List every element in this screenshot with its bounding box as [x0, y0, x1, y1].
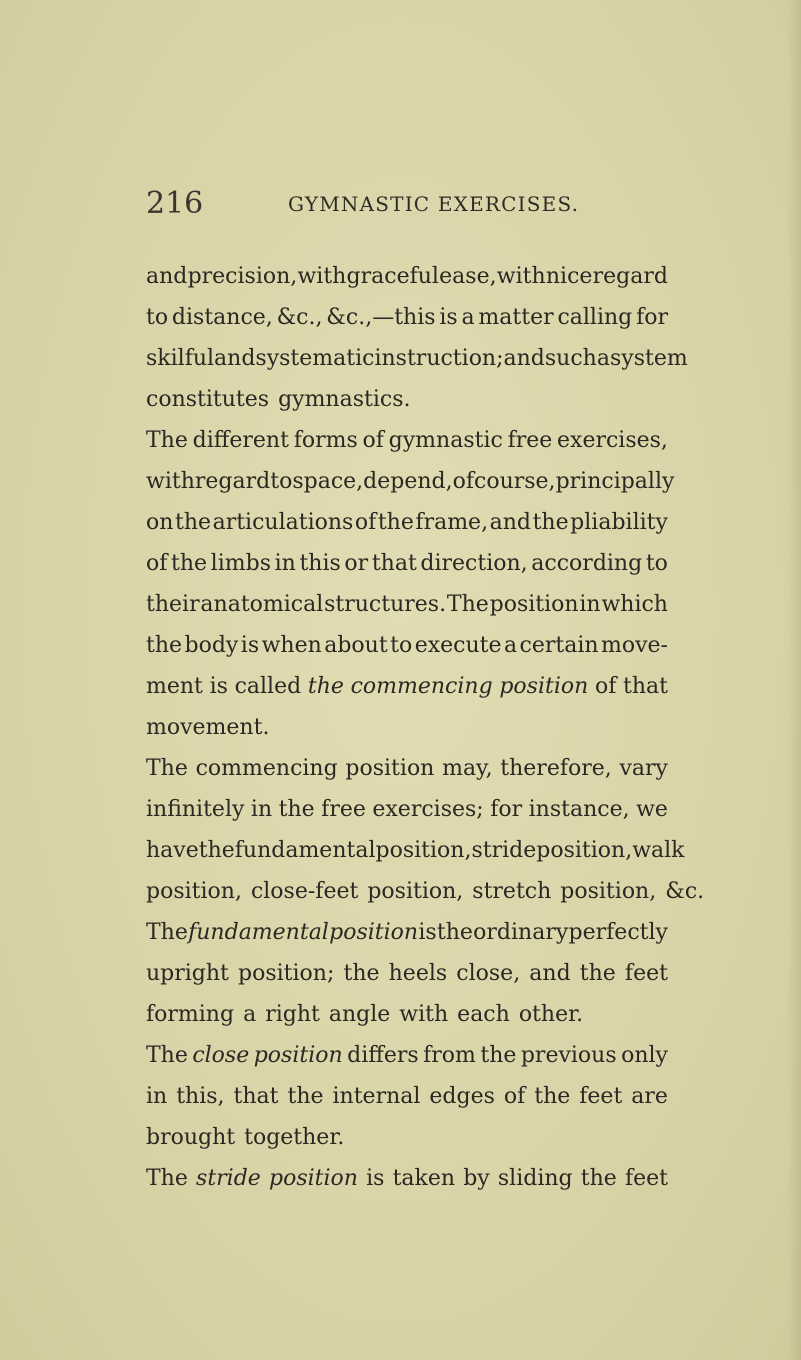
word: is: [418, 920, 437, 945]
word: free: [507, 428, 553, 453]
italic-word: position: [499, 674, 589, 699]
page-number: 216: [146, 186, 204, 221]
word: the: [171, 551, 208, 576]
word: systematic: [255, 346, 375, 371]
word: right: [265, 1002, 320, 1027]
text-line: [146, 707, 668, 748]
word: according: [531, 551, 643, 576]
word: the: [146, 633, 183, 658]
italic-word: close: [192, 1043, 250, 1068]
text-line: [146, 1158, 668, 1199]
word: commencing: [195, 756, 338, 781]
word: which: [601, 592, 668, 617]
word: precision,: [187, 264, 298, 289]
word: the: [377, 510, 414, 535]
text-line: [146, 543, 668, 584]
text-line: [146, 1076, 668, 1117]
word: with: [399, 1002, 449, 1027]
word: in: [274, 551, 296, 576]
text-line: [146, 789, 668, 830]
text-line: [146, 297, 668, 338]
word: position: [345, 756, 435, 781]
word: frame,: [415, 510, 489, 535]
word: that: [623, 674, 668, 699]
word: may,: [442, 756, 493, 781]
word: movement.: [146, 715, 270, 740]
word: with: [496, 264, 546, 289]
word: in: [146, 1084, 168, 1109]
word: to: [146, 305, 169, 330]
word: the: [534, 1084, 571, 1109]
word: gymnastics.: [278, 387, 411, 412]
word: on: [146, 510, 174, 535]
word: stretch: [472, 879, 552, 904]
word: is: [366, 1166, 385, 1191]
word: sliding: [497, 1166, 573, 1191]
word: vary: [619, 756, 668, 781]
word: &c.: [665, 879, 705, 904]
word: position;: [238, 961, 335, 986]
word: limbs: [210, 551, 271, 576]
word: are: [631, 1084, 668, 1109]
word: execute: [414, 633, 502, 658]
word: of: [354, 510, 377, 535]
word: a: [596, 346, 610, 371]
word: ment: [146, 674, 203, 699]
word: ordinary: [473, 920, 569, 945]
word: a: [503, 633, 518, 658]
word: of: [452, 469, 474, 494]
word: only: [621, 1043, 668, 1068]
word: about: [324, 633, 388, 658]
word: instruction;: [374, 346, 504, 371]
word: close,: [456, 961, 521, 986]
word: depend,: [363, 469, 453, 494]
text-line: [146, 912, 668, 953]
word: course,: [474, 469, 556, 494]
word: space,: [292, 469, 364, 494]
word: infinitely: [146, 797, 245, 822]
word: principally: [555, 469, 675, 494]
word: exercises,: [557, 428, 668, 453]
word: by: [463, 1166, 490, 1191]
word: graceful: [346, 264, 439, 289]
word: and: [489, 510, 532, 535]
word: of: [594, 674, 617, 699]
word: to: [390, 633, 413, 658]
word: the: [532, 510, 569, 535]
word: of: [362, 428, 384, 453]
word: and: [503, 346, 545, 371]
text-line: [146, 461, 675, 502]
word: for: [490, 797, 523, 822]
word: have: [146, 838, 199, 863]
word: structures.: [324, 592, 447, 617]
word: together.: [244, 1125, 345, 1150]
word: distance,: [171, 305, 273, 330]
word: nice: [545, 264, 593, 289]
word: The: [146, 428, 188, 453]
italic-word: fundamental: [188, 920, 329, 945]
word: feet: [624, 961, 668, 986]
word: the: [343, 961, 380, 986]
word: ease,: [439, 264, 497, 289]
word: other.: [518, 1002, 584, 1027]
word: direction,: [420, 551, 528, 576]
word: and: [214, 346, 256, 371]
text-line: [146, 338, 688, 379]
word: heels: [388, 961, 448, 986]
word: walk: [632, 838, 685, 863]
word: taken: [392, 1166, 456, 1191]
text-line: [146, 871, 705, 912]
text-line: [146, 502, 668, 543]
word: position,: [367, 879, 464, 904]
word: this,: [176, 1084, 225, 1109]
word: The: [146, 920, 188, 945]
word: instance,: [528, 797, 630, 822]
word: called: [234, 674, 302, 699]
word: to: [270, 469, 293, 494]
word: is: [439, 305, 458, 330]
word: different: [192, 428, 289, 453]
text-line: [146, 666, 668, 707]
word: position,: [146, 879, 242, 904]
word: calling: [557, 305, 633, 330]
word: such: [544, 346, 597, 371]
word: their: [146, 592, 200, 617]
word: and: [529, 961, 571, 986]
word: feet: [624, 1166, 668, 1191]
word: in: [250, 797, 273, 822]
word: the: [579, 961, 616, 986]
body-text: [146, 256, 705, 1199]
word: gymnastic: [388, 428, 503, 453]
italic-word: commencing: [350, 674, 493, 699]
italic-word: position: [253, 1043, 343, 1068]
word: articulations: [212, 510, 354, 535]
text-line: [146, 830, 685, 871]
word: close-feet: [250, 879, 359, 904]
text-line: [146, 1035, 668, 1076]
word: we: [636, 797, 668, 822]
word: that: [233, 1084, 279, 1109]
word: pliability: [570, 510, 668, 535]
word: upright: [146, 961, 229, 986]
word: with: [297, 264, 347, 289]
italic-word: the: [307, 674, 344, 699]
word: position,: [375, 838, 472, 863]
word: and: [146, 264, 188, 289]
word: angle: [328, 1002, 391, 1027]
word: The: [146, 1166, 188, 1191]
word: internal: [332, 1084, 421, 1109]
word: brought: [146, 1125, 236, 1150]
italic-word: position: [329, 920, 419, 945]
word: the: [480, 1043, 517, 1068]
word: previous: [520, 1043, 617, 1068]
word: therefore,: [500, 756, 612, 781]
word: when: [261, 633, 322, 658]
text-line: [146, 1117, 668, 1158]
word: constitutes: [146, 387, 270, 412]
word: regard: [592, 264, 668, 289]
text-line: [146, 953, 668, 994]
word: regard: [194, 469, 271, 494]
word: the: [580, 1166, 617, 1191]
text-line: [146, 256, 668, 297]
word: system: [609, 346, 688, 371]
word: differs: [347, 1043, 419, 1068]
word: The: [446, 592, 489, 617]
word: fundamental: [234, 838, 376, 863]
text-line: [146, 994, 668, 1035]
running-head: GYMNASTIC EXERCISES.: [288, 192, 580, 216]
word: is: [209, 674, 228, 699]
word: The: [146, 756, 188, 781]
word: in: [579, 592, 601, 617]
word: or: [344, 551, 369, 576]
text-line: [146, 584, 668, 625]
word: from: [423, 1043, 476, 1068]
word: the: [198, 838, 235, 863]
word: to: [645, 551, 668, 576]
word: this: [299, 551, 341, 576]
word: position,: [560, 879, 657, 904]
word: the: [278, 797, 315, 822]
word: stride: [471, 838, 537, 863]
word: forming: [146, 1002, 235, 1027]
word: with: [146, 469, 195, 494]
page-header: [0, 186, 801, 226]
text-line: [146, 420, 668, 461]
word: a: [243, 1002, 257, 1027]
italic-word: stride: [196, 1166, 261, 1191]
word: the: [287, 1084, 324, 1109]
word: &c.,: [276, 305, 323, 330]
word: perfectly: [568, 920, 668, 945]
word: move-: [601, 633, 668, 658]
word: position,: [536, 838, 633, 863]
text-line: [146, 748, 668, 789]
word: skilful: [146, 346, 215, 371]
italic-word: position: [268, 1166, 358, 1191]
word: feet: [579, 1084, 623, 1109]
word: forms: [293, 428, 358, 453]
word: free: [321, 797, 366, 822]
word: a: [461, 305, 475, 330]
word: anatomical: [200, 592, 324, 617]
word: edges: [429, 1084, 495, 1109]
text-line: [146, 379, 668, 420]
text-line: [146, 625, 668, 666]
word: &c.,—this: [326, 305, 436, 330]
word: The: [146, 1043, 188, 1068]
word: exercises;: [372, 797, 484, 822]
word: each: [457, 1002, 510, 1027]
word: for: [636, 305, 668, 330]
word: certain: [519, 633, 599, 658]
word: the: [436, 920, 473, 945]
word: of: [503, 1084, 526, 1109]
word: position: [489, 592, 579, 617]
word: of: [146, 551, 168, 576]
word: matter: [478, 305, 554, 330]
word: that: [371, 551, 417, 576]
word: is: [240, 633, 260, 658]
word: body: [184, 633, 239, 658]
word: the: [174, 510, 212, 535]
